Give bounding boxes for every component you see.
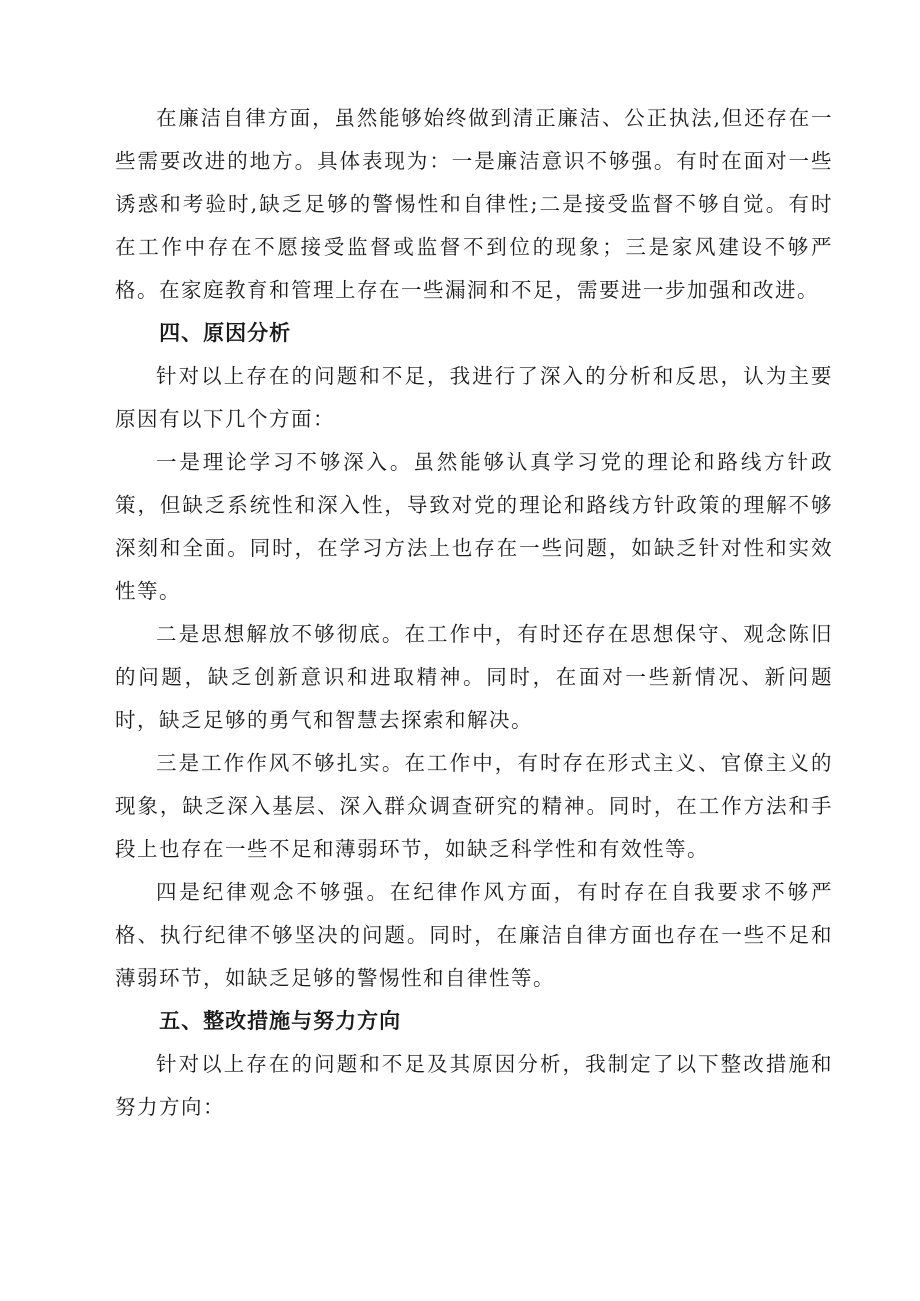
paragraph-integrity: 在廉洁自律方面，虽然能够始终做到清正廉洁、公正执法,但还存在一些需要改进的地方。具体表现为：一是廉洁意识不够强。有时在面对一些诱惑和考验时,缺乏足够的警惕性和自律性;二是接受监督不够自觉。有时在工作中存在不愿接受监督或监督不到位的现象；三是家风建设不够严格。在家庭教育和管理上存在一些漏洞和不足，需要进一步加强和改进。 — [115, 106, 833, 302]
section-heading-causes: 四、原因分析 — [159, 321, 292, 345]
paragraph-cause-2: 二是思想解放不够彻底。在工作中，有时还存在思想保守、观念陈旧的问题，缺乏创新意识和进取精神。同时，在面对一些新情况、新问题时，缺乏足够的勇气和智慧去探索和解决。 — [115, 622, 833, 732]
paragraph-cause-3: 三是工作作风不够扎实。在工作中，有时存在形式主义、官僚主义的现象，缺乏深入基层、深入群众调查研究的精神。同时，在工作方法和手段上也存在一些不足和薄弱环节，如缺乏科学性和有效性等。 — [115, 751, 833, 861]
paragraph-causes-intro: 针对以上存在的问题和不足，我进行了深入的分析和反思，认为主要原因有以下几个方面： — [115, 364, 833, 431]
document-page — [115, 97, 833, 1129]
paragraph-cause-4: 四是纪律观念不够强。在纪律作风方面，有时存在自我要求不够严格、执行纪律不够坚决的问题。同时，在廉洁自律方面也存在一些不足和薄弱环节，如缺乏足够的警惕性和自律性等。 — [115, 880, 833, 990]
paragraph-cause-1: 一是理论学习不够深入。虽然能够认真学习党的理论和路线方针政策，但缺乏系统性和深入性，导致对党的理论和路线方针政策的理解不够深刻和全面。同时，在学习方法上也存在一些问题，如缺乏针对性和实效性等。 — [115, 450, 833, 603]
section-heading-measures: 五、整改措施与努力方向 — [159, 1009, 402, 1033]
paragraph-measures-intro: 针对以上存在的问题和不足及其原因分析，我制定了以下整改措施和努力方向： — [115, 1052, 833, 1119]
